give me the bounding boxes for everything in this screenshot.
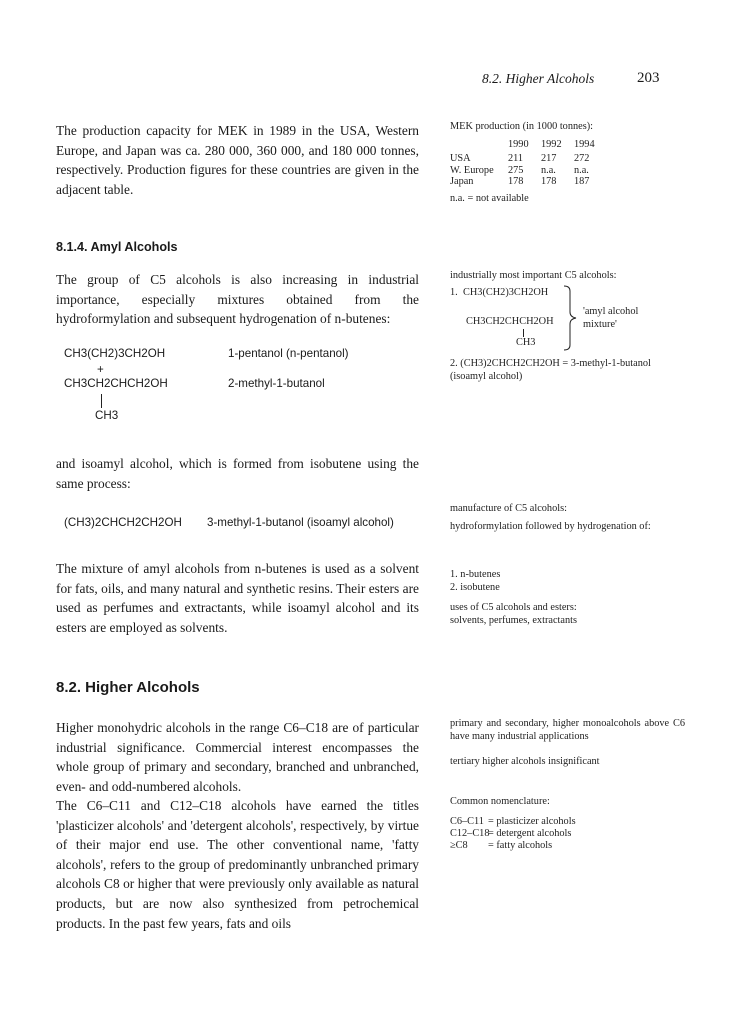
name-methylbutanol: 2-methyl-1-butanol bbox=[228, 377, 325, 390]
running-header bbox=[0, 71, 729, 91]
page-number: 203 bbox=[637, 70, 660, 86]
value-cell: 211 bbox=[508, 153, 524, 165]
value-cell: 178 bbox=[508, 176, 524, 188]
side-manufacture-item1: 1. n-butenes bbox=[450, 569, 501, 580]
amyl-paragraph-2: and isoamyl alcohol, which is formed from isobutene using the same process: bbox=[56, 456, 419, 491]
year-1990: 1990 bbox=[508, 138, 529, 150]
side-amyl-num: 1. bbox=[450, 287, 458, 298]
value-cell: 217 bbox=[541, 153, 557, 165]
side-higher-text2: tertiary higher alcohols insignificant bbox=[450, 756, 600, 767]
amyl-paragraph-1: The group of C5 alcohols is also increasing in industrial importance, especially mixtures obtained from the hydroformylation and subsequent hydrogenation of n-butenes: bbox=[56, 272, 419, 327]
side-amyl-formula-b: CH3CH2CHCH2OH bbox=[466, 316, 554, 327]
plus-sign: + bbox=[97, 363, 104, 376]
region-cell: W. Europe bbox=[450, 164, 494, 176]
side-branch-bond bbox=[523, 329, 524, 337]
nomenclature-name-3: = fatty alcohols bbox=[488, 840, 553, 851]
side-manufacture-title: manufacture of C5 alcohols: bbox=[450, 503, 567, 514]
mek-paragraph: The production capacity for MEK in 1989 in the USA, Western Europe, and Japan was ca. 280 000, 360 000, and 180 000 tonnes, respectively. Production figures for these countries are given in the adjacent table. bbox=[56, 123, 419, 197]
side-manufacture-desc: hydroformylation followed by hydrogenation of: bbox=[450, 521, 651, 532]
mek-table-header-row bbox=[450, 139, 607, 151]
mek-table-title: MEK production (in 1000 tonnes): bbox=[450, 121, 593, 132]
side-manufacture-item2: 2. isobutene bbox=[450, 582, 500, 593]
side-amyl-item2: 2. (CH3)2CHCH2CH2OH = 3-methyl-1-butanol (isoamyl alcohol) bbox=[450, 358, 651, 382]
table-row bbox=[450, 165, 607, 177]
region-cell: Japan bbox=[450, 176, 474, 188]
nomenclature-range-1: C6–C11 bbox=[450, 816, 484, 827]
name-pentanol: 1-pentanol (n-pentanol) bbox=[228, 347, 349, 360]
side-uses: solvents, perfumes, extractants bbox=[450, 615, 577, 626]
side-amyl-formula-a: CH3(CH2)3CH2OH bbox=[463, 287, 549, 298]
higher-paragraph-1: Higher monohydric alcohols in the range C6–C18 are of particular industrial significance. Commercial interest encompasses the whole group of primary and secondary, branched and unbranched, even- and odd-numbered alcohols. bbox=[56, 720, 419, 794]
mek-table-footnote: n.a. = not available bbox=[450, 192, 529, 204]
value-cell: 272 bbox=[574, 153, 590, 165]
year-1994: 1994 bbox=[574, 138, 595, 150]
running-title: 8.2. Higher Alcohols bbox=[482, 71, 595, 86]
value-cell: 187 bbox=[574, 176, 590, 188]
formula-methylbutanol: CH3CH2CHCH2OH bbox=[64, 377, 168, 390]
side-amyl-branch: CH3 bbox=[516, 337, 536, 348]
nomenclature-range-2: C12–C18 bbox=[450, 828, 490, 839]
nomenclature-range-3: ≥C8 bbox=[450, 840, 468, 851]
nomenclature-name-2: = detergent alcohols bbox=[488, 828, 572, 839]
table-row bbox=[450, 153, 607, 165]
mek-table-block bbox=[450, 121, 680, 205]
higher-paragraph-2: The C6–C11 and C12–C18 alcohols have earned the titles 'plasticizer alcohols' and 'detergent alcohols', respectively, by virtue of their major end use. The other conventional name, 'fatty alcohols', refers to the group of predominantly unbranched primary alcohols C8 or higher that were previously only available as natural products, but are now also synthesized from petrochemical products. In the past few years, fats and oils bbox=[56, 798, 419, 931]
formula-pentanol: CH3(CH2)3CH2OH bbox=[64, 347, 166, 360]
side-nomenclature-title: Common nomenclature: bbox=[450, 796, 550, 807]
value-cell: n.a. bbox=[574, 164, 589, 176]
side-amyl-label: 'amyl alcohol mixture' bbox=[583, 306, 639, 330]
nomenclature-name-1: = plasticizer alcohols bbox=[488, 816, 576, 827]
mek-table bbox=[450, 139, 607, 188]
name-isoamyl: 3-methyl-1-butanol (isoamyl alcohol) bbox=[207, 516, 394, 529]
section-heading-higher: 8.2. Higher Alcohols bbox=[56, 679, 200, 696]
side-higher-text1: primary and secondary, higher monoalcohols above C6 have many industrial applications bbox=[450, 718, 685, 742]
value-cell: n.a. bbox=[541, 164, 556, 176]
year-1992: 1992 bbox=[541, 138, 562, 150]
formula-isoamyl: (CH3)2CHCH2CH2OH bbox=[64, 516, 182, 529]
amyl-paragraph-3: The mixture of amyl alcohols from n-butenes is used as a solvent for fats, oils, and many natural and synthetic resins. Their esters are used as perfumes and extractants, while isoamyl alcohol and its esters are employed as solvents. bbox=[56, 561, 419, 635]
value-cell: 275 bbox=[508, 164, 524, 176]
side-uses-title: uses of C5 alcohols and esters: bbox=[450, 602, 577, 613]
brace-icon bbox=[562, 285, 584, 351]
side-amyl-title: industrially most important C5 alcohols: bbox=[450, 270, 617, 281]
side-note-amyl bbox=[450, 270, 680, 283]
table-row bbox=[450, 176, 607, 188]
branch-bond bbox=[101, 394, 102, 408]
branch-methyl: CH3 bbox=[95, 409, 119, 422]
value-cell: 178 bbox=[541, 176, 557, 188]
section-heading-amyl: 8.1.4. Amyl Alcohols bbox=[56, 240, 178, 254]
region-cell: USA bbox=[450, 153, 471, 165]
